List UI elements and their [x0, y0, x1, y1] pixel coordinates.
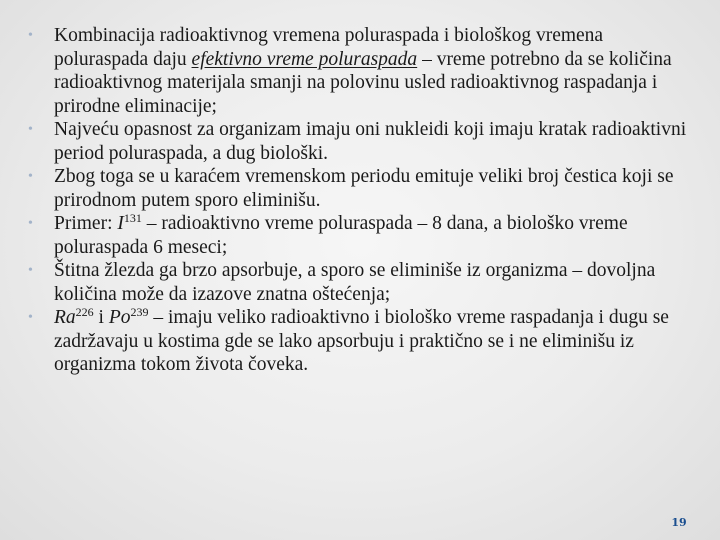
element-symbol: Po [108, 307, 131, 328]
bullet-item-therefore [28, 165, 696, 212]
emphasis-term: efektivno vreme poluraspada [191, 48, 418, 70]
mass-number: 226 [75, 305, 94, 319]
bullet-item-thyroid [28, 259, 696, 306]
bullet-text: Zbog toga se u karaćem vremenskom periodu emituje veliki broj čestica koji se prirodnom putem sporo eliminišu. [54, 166, 674, 211]
bullet-icon: • [28, 263, 33, 278]
bullet-text: i [93, 307, 109, 328]
bullet-text: – radioaktivno vreme poluraspada – 8 dana, a biološko vreme poluraspada 6 meseci; [54, 213, 628, 258]
bullet-icon: • [28, 28, 33, 43]
bullet-item-example-iodine [28, 212, 696, 259]
page-number: 19 [671, 516, 687, 529]
mass-number: 131 [123, 211, 142, 225]
mass-number: 239 [130, 305, 149, 319]
bullet-text: Štitna žlezda ga brzo apsorbuje, a sporo se eliminiše iz organizma – dovoljna količina može da izazove znatna oštećenja; [54, 260, 656, 305]
bullet-text: – vreme potrebno da se količina radioaktivnog materijala smanji na polovinu usled radioaktivnog raspadanja i prirodne eliminacije; [54, 48, 672, 117]
bullet-text: Primer: [54, 213, 118, 234]
bullet-list [28, 24, 696, 377]
element-symbol: I [117, 213, 124, 234]
bullet-item-effective-half-life [28, 24, 696, 118]
bullet-icon: • [28, 216, 33, 231]
bullet-icon: • [28, 122, 33, 137]
bullet-text: – imaju veliko radioaktivno i biološko vreme raspadanja i dugu se zadržavaju u kostima gde se lako apsorbuju i praktično se i ne eliminišu iz organizma tokom života čoveka. [54, 307, 669, 375]
bullet-text: Najveću opasnost za organizam imaju oni nukleidi koji imaju kratak radioaktivni period poluraspada, a dug biološki. [54, 119, 687, 164]
bullet-icon: • [28, 169, 33, 184]
bullet-text: Kombinacija radioaktivnog vremena poluraspada i biološkog vremena poluraspada daju [54, 25, 604, 70]
element-symbol: Ra [54, 307, 76, 328]
bullet-icon: • [28, 310, 33, 325]
bullet-item-radium-polonium [28, 306, 696, 377]
bullet-item-greatest-danger [28, 118, 696, 165]
